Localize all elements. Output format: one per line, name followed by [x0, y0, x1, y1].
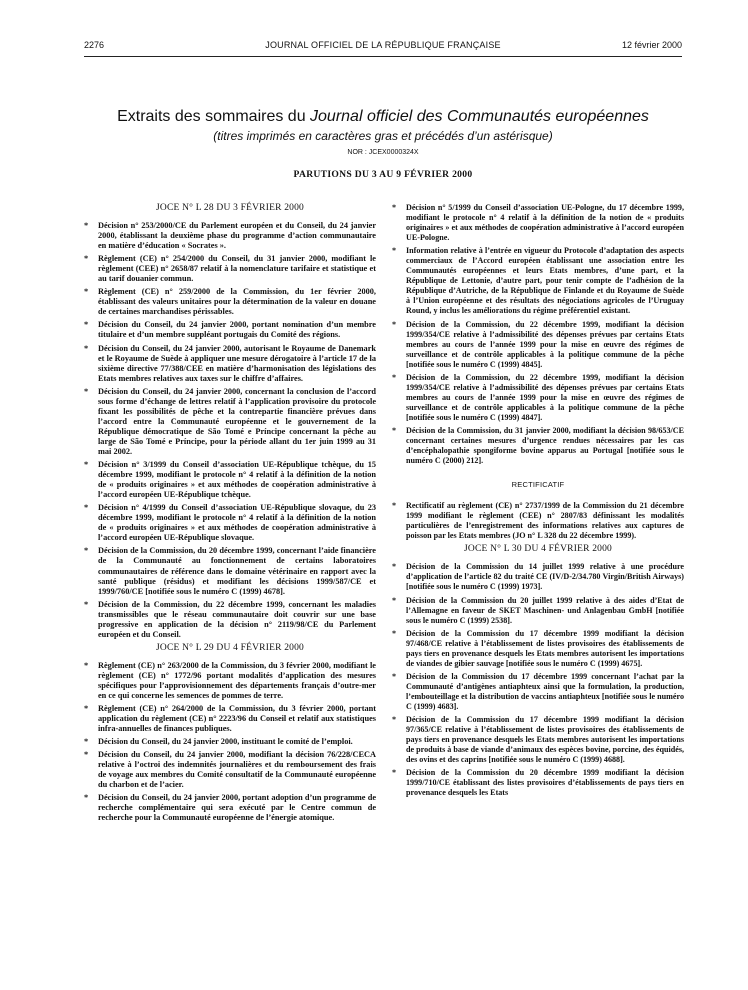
- entry-text: Décision de la Commission, du 22 décembre 1999, concernant les maladies transmissibles que le réseau communautaire doit couvrir sur une base progressive en application de la décision n° 2119/98/CE du Parlement européen et du Conseil.: [98, 599, 376, 639]
- asterisk-marker: *: [84, 793, 89, 803]
- asterisk-marker: *: [392, 715, 397, 725]
- sommaire-entry: [392, 629, 684, 669]
- sommaire-entry: [84, 661, 376, 701]
- entry-text: Rectificatif au règlement (CE) n° 2737/1999 de la Commission du 21 décembre 1999 modifiant le règlement (CEE) n° 2807/83 définissant les modalités particulières de l’enregistrement des informations relatives aux captures de poisson par les Etats membres (JO n° L 328 du 22 décembre 1999).: [406, 501, 684, 541]
- asterisk-marker: *: [84, 254, 89, 264]
- nor-reference: NOR : JCEX0000324X: [347, 149, 419, 156]
- sommaire-entry: [84, 503, 376, 543]
- left-column: [84, 203, 376, 827]
- sommaire-entry: [84, 793, 376, 823]
- sommaire-entry: [392, 373, 684, 423]
- sommaire-entry: [392, 501, 684, 541]
- asterisk-marker: *: [84, 704, 89, 714]
- sommaire-entry: [84, 221, 376, 251]
- section-heading-l30: JOCE N° L 30 DU 4 FÉVRIER 2000: [464, 544, 612, 555]
- entry-list: [84, 221, 376, 640]
- right-column: [392, 203, 684, 801]
- entry-text: Décision du Conseil, du 24 janvier 2000, portant adoption d’un programme de recherche complémentaire qui sera exécuté par le Centre commun de recherche pour la Communauté européenne de l’énergie atomique.: [98, 793, 376, 823]
- entry-list: [392, 203, 684, 466]
- entry-text: Décision de la Commission du 14 juillet 1999 relative à une procédure d’application de l’article 82 du traité CE (IV/D-2/34.780 Virgin/British Airways) [notifiée sous le numéro C (1999) 1973].: [406, 562, 684, 592]
- asterisk-marker: *: [84, 320, 89, 330]
- sommaire-entry: [392, 426, 684, 466]
- entry-list: [392, 562, 684, 798]
- asterisk-marker: *: [84, 287, 89, 297]
- entry-text: Décision de la Commission, du 22 décembre 1999, modifiant la décision 1999/354/CE relative à l’admissibilité des dépenses prévues par certains Etats membres au cours de l’année 1999 pour la mise en œuvre des régimes de surveillance et de contrôle applicables à la politique commune de la pêche [notifiée sous le numéro C (1999) 4845].: [406, 319, 684, 369]
- asterisk-marker: *: [84, 737, 89, 747]
- sommaire-entry: [392, 715, 684, 765]
- section-heading-l28: JOCE N° L 28 DU 3 FÉVRIER 2000: [156, 203, 304, 213]
- entry-text: Décision de la Commission du 20 décembre 1999 modifiant la décision 1999/710/CE établissant des listes provisoires d’établissements de pays tiers en provenance desquels les Etats: [406, 768, 684, 798]
- sommaire-entry: [84, 460, 376, 500]
- entry-text: Règlement (CE) n° 254/2000 du Conseil, du 31 janvier 2000, modifiant le règlement (CEE) n° 2658/87 relatif à la nomenclature tarifaire et statistique et au tarif douanier commun.: [98, 254, 376, 284]
- entry-text: Règlement (CE) n° 263/2000 de la Commission, du 3 février 2000, modifiant le règlement (CE) n° 1772/96 portant modalités d’application des mesures spécifiques pour l’approvisionnement des départements français d’outre-mer en ce qui concerne les semences de pommes de terre.: [98, 660, 376, 700]
- title-italic: Journal officiel des Communautés européennes: [310, 108, 649, 125]
- entry-text: Décision de la Commission, du 20 décembre 1999, concernant l’aide financière de la Communauté au fonctionnement de certains laboratoires communautaires de référence dans le domaine vétérinaire en rapport avec la santé publique (résidus) et modifiant les décisions 1999/587/CE et 1999/760/CE [notifiée sous le numéro C (1999) 4678].: [98, 546, 376, 596]
- entry-text: Information relative à l’entrée en vigueur du Protocole d’adaptation des aspects commerciaux de l’Accord européen établissant une association entre les Communautés européennes et leurs Etats membres, d’une part, et la République de Lettonie, d’autre part, pour tenir compte de l’adhésion de la République d’Autriche, de la République de Finlande et du Royaume de Suède à l’Union européenne et des résultats des négociations agricoles de l’Uruguay Round, y inclus les améliorations du régime préférentiel existant.: [406, 246, 684, 316]
- entry-text: Décision n° 3/1999 du Conseil d’association UE-République tchèque, du 15 décembre 1999, modifiant le protocole n° 4 relatif à la définition de la notion de « produits originaires » et aux méthodes de coopération administrative à l’accord européen UE-République tchèque.: [98, 460, 376, 500]
- journal-title: JOURNAL OFFICIEL DE LA RÉPUBLIQUE FRANÇAISE: [265, 40, 501, 50]
- entry-text: Décision de la Commission du 17 décembre 1999 modifiant la décision 97/365/CE relative à l’établissement de listes provisoires des établissements de pays tiers en provenance desquels les Etats membres autorisent les importations de produits à base de viande d’animaux des espèces bovine, porcine, des équidés, des ovins et des caprins [notifiée sous le numéro C (1999) 4688].: [406, 715, 684, 765]
- entry-text: Décision n° 5/1999 du Conseil d’association UE-Pologne, du 17 décembre 1999, modifiant le protocole n° 4 relatif à la définition de la notion de « produits originaires » et aux méthodes de coopération administrative à l’accord européen UE-Pologne.: [406, 203, 684, 243]
- asterisk-marker: *: [392, 671, 397, 681]
- asterisk-marker: *: [392, 425, 397, 435]
- entry-text: Décision de la Commission du 17 décembre 1999 modifiant la décision 97/468/CE relative à l’établissement de listes provisoires des établissements de pays tiers en provenance desquels les Etats membres autorisent les importations de viandes de gibier sauvage [notifiée sous le numéro C (1999) 4675].: [406, 628, 684, 668]
- asterisk-marker: *: [392, 562, 397, 572]
- sommaire-entry: [392, 596, 684, 626]
- entry-text: Décision n° 4/1999 du Conseil d’association UE-République slovaque, du 23 décembre 1999, modifiant le protocole n° 4 relatif à la définition de la notion de « produits originaires » et aux méthodes de coopération administrative à l’accord européen UE-République slovaque.: [98, 503, 376, 543]
- entry-text: Règlement (CE) n° 264/2000 de la Commission, du 3 février 2000, portant application du règlement (CE) n° 2223/96 du Conseil et relatif aux statistiques infra-annuelles de finances publiques.: [98, 704, 376, 734]
- asterisk-marker: *: [84, 599, 89, 609]
- sommaire-entry: [84, 704, 376, 734]
- asterisk-marker: *: [392, 501, 397, 511]
- asterisk-marker: *: [392, 768, 397, 778]
- asterisk-marker: *: [84, 750, 89, 760]
- sommaire-entry: [84, 546, 376, 596]
- sommaire-entry: [84, 600, 376, 640]
- entry-text: Décision de la Commission, du 31 janvier 2000, modifiant la décision 98/653/CE concernant certaines mesures d’urgence rendues nécessaires par les cas d’encéphalopathie spongiforme bovine apparus au Portugal [notifiée sous le numéro C (2000) 212].: [406, 425, 684, 466]
- sommaire-entry: [392, 246, 684, 316]
- entry-text: Décision du Conseil, du 24 janvier 2000, instituant le comité de l’emploi.: [98, 737, 353, 747]
- asterisk-marker: *: [84, 221, 89, 230]
- sommaire-entry: [84, 750, 376, 790]
- title-plain: Extraits des sommaires du: [117, 108, 311, 125]
- entry-list: [392, 501, 684, 541]
- section-heading-rectificatif: RECTIFICATIF: [511, 480, 565, 490]
- entry-list: [84, 661, 376, 824]
- asterisk-marker: *: [84, 460, 89, 470]
- header-rule: [84, 56, 682, 57]
- sommaire-entry: [392, 768, 684, 798]
- asterisk-marker: *: [84, 503, 89, 513]
- entry-text: Décision de la Commission du 20 juillet 1999 relative à des aides d’Etat de l’Allemagne en faveur de SKET Maschinen- und Anlagenbau GmbH [notifiée sous le numéro C (1999) 2538].: [406, 595, 684, 625]
- publication-period: PARUTIONS DU 3 AU 9 FÉVRIER 2000: [293, 169, 473, 180]
- section-heading-l29: JOCE N° L 29 DU 4 FÉVRIER 2000: [156, 642, 304, 653]
- sommaire-entry: [84, 254, 376, 284]
- entry-text: Décision du Conseil, du 24 janvier 2000, autorisant le Royaume de Danemark et le Royaume de Suède à appliquer une mesure dérogatoire à l’article 17 de la sixième directive 77/388/CEE en matière d’harmonisation des législations des Etats membres relatives aux taxes sur le chiffre d’affaires.: [98, 343, 376, 383]
- asterisk-marker: *: [392, 319, 397, 329]
- asterisk-marker: *: [392, 203, 397, 212]
- page-subtitle: (titres imprimés en caractères gras et précédés d’un astérisque): [213, 129, 553, 143]
- sommaire-entry: [392, 203, 684, 243]
- entry-text: Décision n° 253/2000/CE du Parlement européen et du Conseil, du 24 janvier 2000, établissant la deuxième phase du programme d’action communautaire en matière d’éducation « Socrates ».: [98, 221, 376, 251]
- page-number: 2276: [84, 40, 105, 50]
- entry-text: Décision du Conseil, du 24 janvier 2000, portant nomination d’un membre titulaire et d’un membre suppléant portugais du Comité des régions.: [98, 320, 376, 340]
- asterisk-marker: *: [392, 595, 397, 605]
- sommaire-entry: [392, 320, 684, 370]
- asterisk-marker: *: [84, 660, 89, 670]
- sommaire-entry: [84, 737, 376, 747]
- asterisk-marker: *: [392, 628, 397, 638]
- entry-text: Règlement (CE) n° 259/2000 de la Commission, du 1er février 2000, établissant des valeurs unitaires pour la détermination de la valeur en douane de certaines marchandises périssables.: [98, 287, 376, 317]
- entry-text: Décision du Conseil, du 24 janvier 2000, modifiant la décision 76/228/CECA relative à l’octroi des indemnités journalières et du remboursement des frais de voyage aux membres du Comité consultatif de la Communauté européenne du charbon et de l’acier.: [98, 750, 376, 790]
- sommaire-entry: [84, 387, 376, 457]
- asterisk-marker: *: [392, 372, 397, 382]
- sommaire-entry: [392, 672, 684, 712]
- asterisk-marker: *: [84, 343, 89, 353]
- asterisk-marker: *: [84, 386, 89, 396]
- entry-text: Décision du Conseil, du 24 janvier 2000, concernant la conclusion de l’accord sous forme d’échange de lettres relatif à l’application provisoire du protocole fixant les possibilités de pêche et la contrepartie financière prévues dans l’accord entre la Communauté européenne et le gouvernement de la République démocratique de São Tomé e Príncipe concernant la pêche au large de São Tomé e Príncipe, pour la période allant du 1er juin 1999 au 31 mai 2002.: [98, 386, 376, 456]
- sommaire-entry: [392, 562, 684, 592]
- sommaire-entry: [84, 344, 376, 384]
- entry-text: Décision de la Commission, du 22 décembre 1999, modifiant la décision 1999/354/CE relative à l’admissibilité des dépenses prévues par certains Etats membres au cours de l’année 1999 pour la mise en œuvre des régimes de surveillance et de contrôle applicables à la politique commune de la pêche [notifiée sous le numéro C (1999) 4847].: [406, 372, 684, 422]
- sommaire-entry: [84, 287, 376, 317]
- asterisk-marker: *: [84, 546, 89, 556]
- sommaire-entry: [84, 320, 376, 340]
- entry-text: Décision de la Commission du 17 décembre 1999 concernant l’achat par la Communauté d’antigènes antiaphteux ainsi que la formulation, la production, l’embouteillage et la distribution de vaccins antiaphteux [notifiée sous le numéro C (1999) 4683].: [406, 671, 684, 711]
- page-title: [84, 108, 682, 126]
- issue-date: 12 février 2000: [621, 40, 682, 50]
- asterisk-marker: *: [392, 246, 397, 256]
- running-header: [84, 40, 682, 54]
